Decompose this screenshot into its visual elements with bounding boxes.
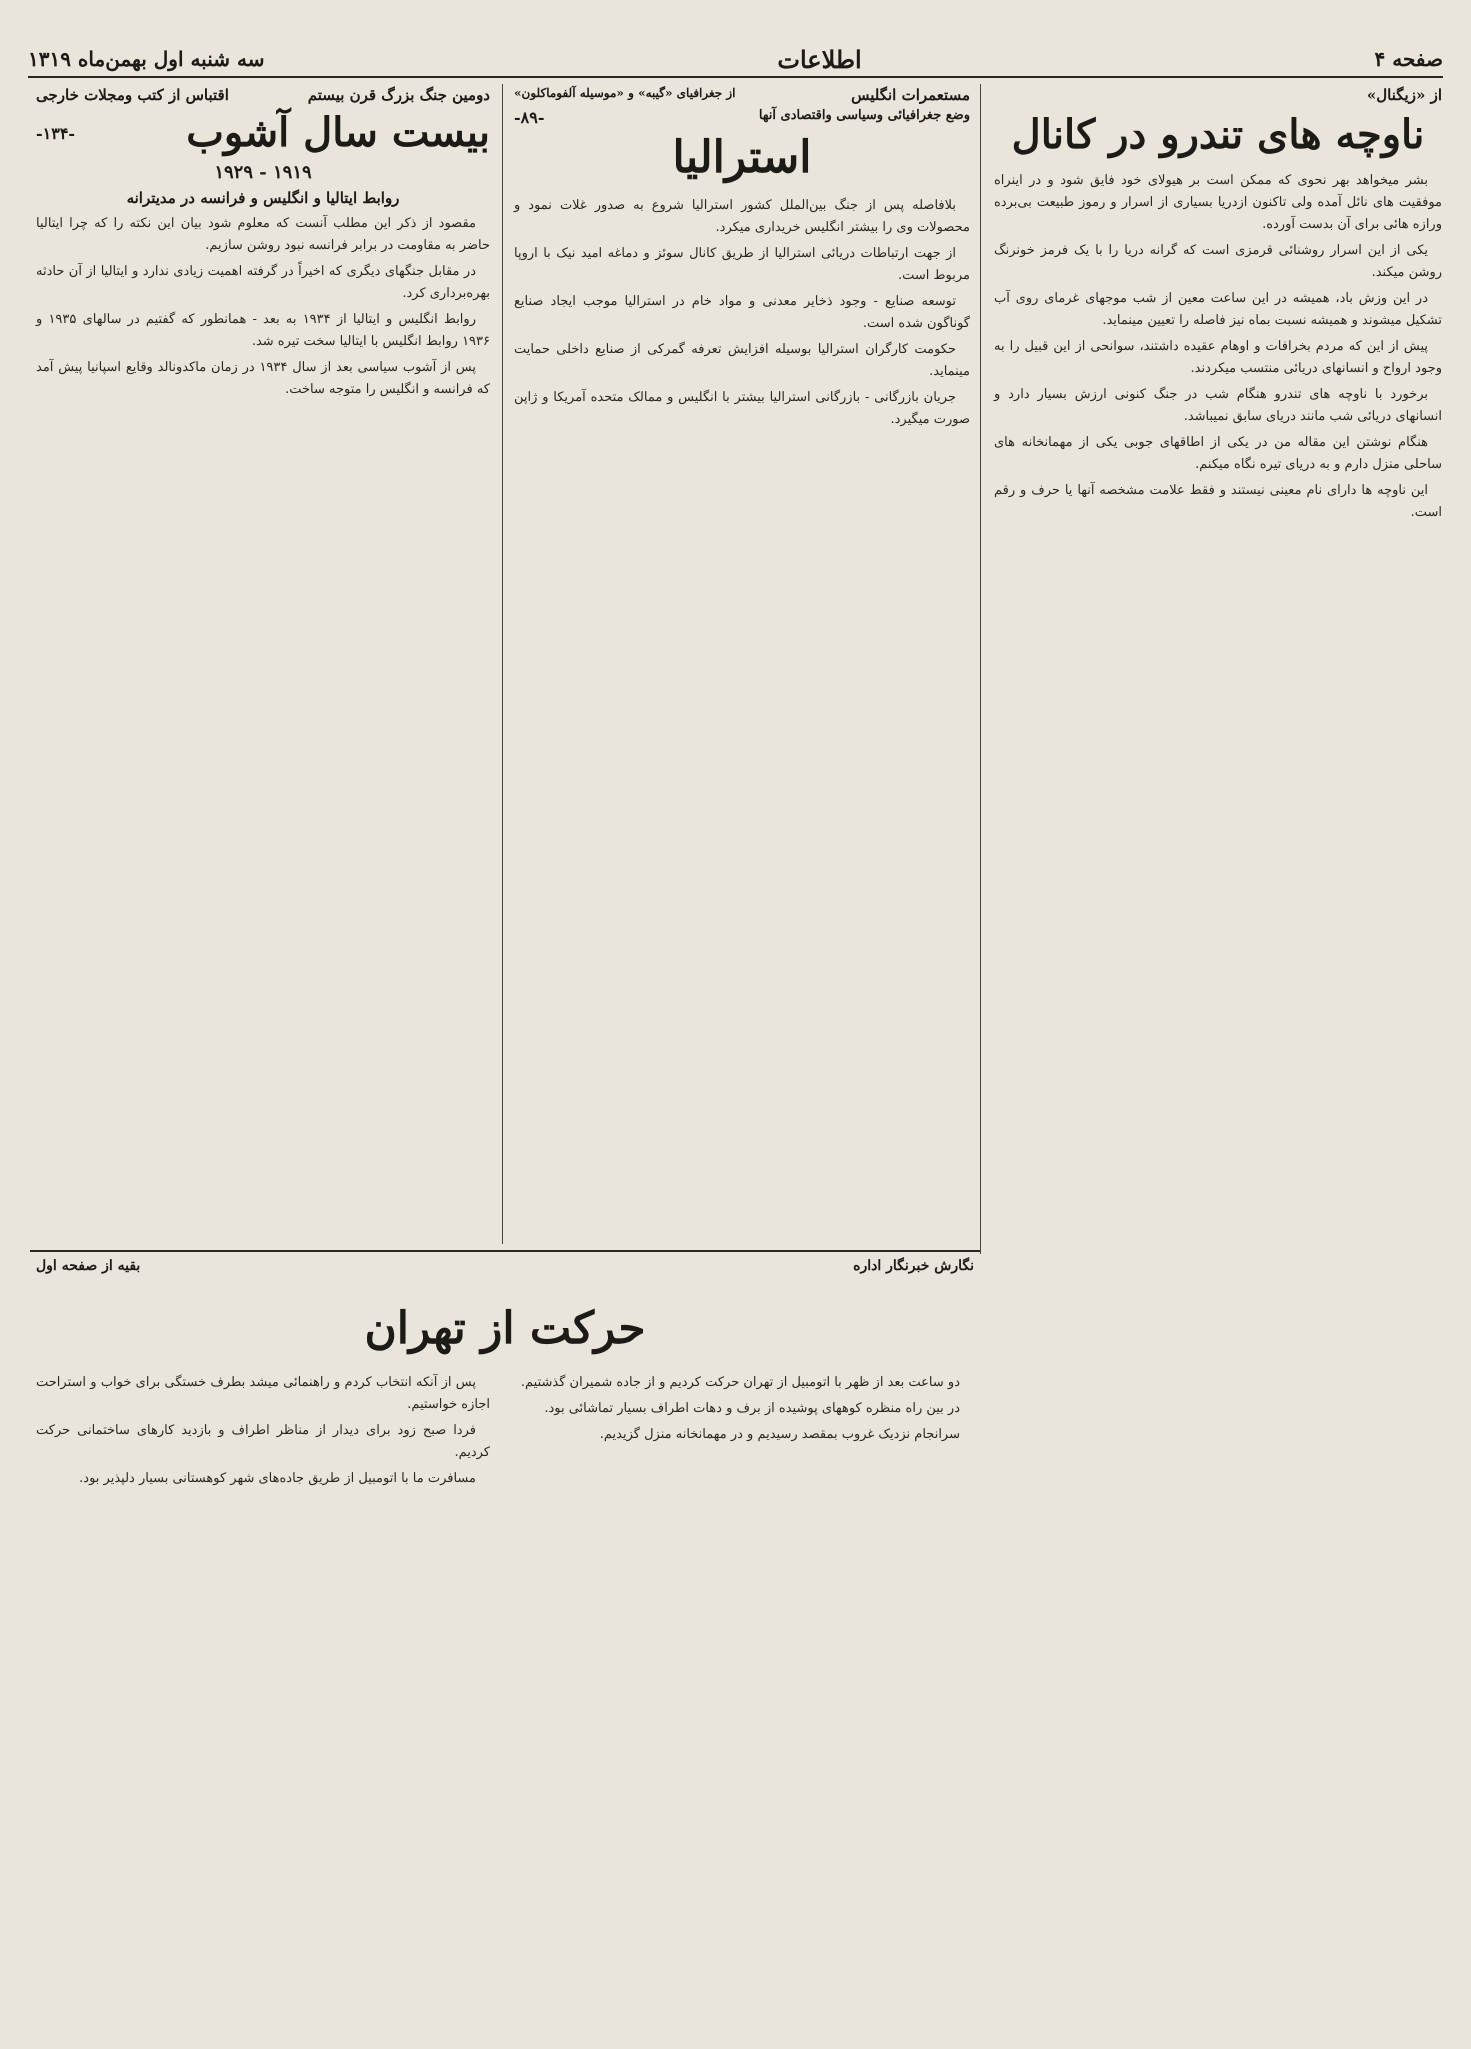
paragraph: دو ساعت بعد از ظهر با اتومبیل از تهران حرکت کردیم و از جاده شمیران گذشتیم. — [520, 1375, 960, 1391]
article-subhead-row — [508, 108, 976, 127]
newspaper-name: اطلاعات — [777, 44, 862, 74]
paragraph: در بین راه منظره کوههای پوشیده از برف و دهات اطراف بسیار تماشائی بود. — [544, 1401, 960, 1417]
series-title: مستعمرات انگلیس — [851, 86, 970, 104]
article-body — [988, 170, 1448, 524]
column-divider — [980, 84, 981, 1254]
paragraph: هنگام نوشتن این مقاله من در یکی از اطاقهای جوبی یکی از مهمانخانه های ساحلی منزل دارم و به دریای تیره نگاه میکنم. — [994, 435, 1442, 472]
article-body — [508, 195, 976, 431]
article-departure-from-tehran — [30, 1256, 980, 2036]
article-header-row — [514, 86, 970, 104]
section-divider — [30, 1250, 980, 1252]
paragraph: در این وزش باد، همیشه در این ساعت معین از شب موجهای غرمای روی آب تشکیل میشوند و همیشه نسبت بماه نیز فاصله را تعیین مینماید. — [994, 291, 1442, 328]
article-header-row — [30, 1256, 980, 1276]
paragraph: مقصود از ذکر این مطلب آنست که معلوم شود بیان این نکته را که چرا ایتالیا حاضر به مقاومت در برابر فرانسه نبود روشن سازیم. — [36, 216, 490, 253]
paragraph: در مقابل جنگهای دیگری که اخیراً در گرفته اهمیت زیادی ندارد و ایتالیا از آن حادثه بهره‌برداری کرد. — [36, 264, 490, 301]
continued-note: بقیه از صفحه اول — [36, 1258, 141, 1274]
article-body-left — [30, 1372, 496, 1494]
paragraph: پس از آشوب سیاسی بعد از سال ۱۹۳۴ در زمان ماکدونالد وقایع اسپانیا پیش آمد که فرانسه و انگلیس را متوجه ساخت. — [36, 360, 490, 397]
serial-number: -۱۳۴- — [36, 123, 76, 143]
article-twenty-years-turmoil — [30, 84, 496, 1244]
page-label: صفحه ۴ — [1374, 47, 1443, 71]
article-australia — [508, 84, 976, 1244]
paragraph: توسعه صنایع - وجود ذخایر معدنی و مواد خام در استرالیا موجب ایجاد صنایع گوناگون شده است. — [514, 294, 970, 332]
paragraph: سرانجام نزدیک غروب بمقصد رسیدیم و در مهمانخانه منزل گزیدیم. — [599, 1427, 960, 1443]
article-motor-torpedo-boats — [988, 84, 1448, 2034]
issue-date: سه شنبه اول بهمن‌ماه ۱۳۱۹ — [28, 47, 265, 71]
article-years: ۱۹۱۹ - ۱۹۲۹ — [214, 162, 312, 183]
headline-row — [30, 108, 496, 158]
article-body-right — [514, 1372, 980, 1494]
article-headline: بیست سال آشوب — [186, 109, 490, 156]
article-headline: ناوچه های تندرو در کانال — [1011, 111, 1425, 158]
paragraph: از جهت ارتباطات دریائی استرالیا از طریق کانال سوئز و دماغه امید نیک با اروپا مربوط است. — [514, 246, 970, 284]
masthead — [28, 42, 1443, 78]
paragraph: پس از آنکه انتخاب کردم و راهنمائی میشد بطرف خستگی برای خواب و استراحت اجازه خواستیم. — [36, 1375, 490, 1413]
article-header-row — [36, 86, 490, 104]
paragraph: فردا صبح زود برای دیدار از مناظر اطراف و بازدید کارهای ساختمانی حرکت کردیم. — [36, 1423, 490, 1461]
article-source: از «زیگنال» — [1366, 86, 1442, 104]
paragraph: جریان بازرگانی - بازرگانی استرالیا بیشتر با انگلیس و ممالک متحده آمریکا و ژاپن صورت میگیرد. — [514, 390, 970, 428]
series-title: دومین جنگ بزرگ قرن بیستم — [307, 86, 490, 104]
paragraph: بلافاصله پس از جنگ بین‌الملل کشور استرالیا شروع به صدور غلات نمود و محصولات وی را بیشتر انگلیس خریداری میکرد. — [514, 198, 970, 236]
article-body — [30, 213, 496, 401]
paragraph: بشر میخواهد بهر نحوی که ممکن است بر هیولای خود فایق شود و در اینراه موفقیت های نائل آمده ولی تاکنون ازدریا بسیاری از اسرار و رموز طبیعت بی‌برده ورازه هائی برای آن بدست آورده. — [994, 173, 1442, 232]
article-source: از جغرافیای «گیبه» و «موسیله آلفوماکلون» — [514, 86, 736, 100]
serial-number: -۸۹- — [514, 108, 545, 127]
column-divider — [502, 84, 503, 1244]
paragraph: حکومت کارگران استرالیا بوسیله افزایش تعرفه گمرکی از صنایع داخلی حمایت مینماید. — [514, 342, 970, 380]
paragraph: پیش از این که مردم بخرافات و اوهام عقیده داشتند، سوانحی از این قبیل را به وجود ارواح و انسانهای دریائی منتسب میکردند. — [994, 339, 1442, 376]
article-headline: حرکت از تهران — [364, 1303, 646, 1354]
article-byline: نگارش خبرنگار اداره — [853, 1258, 974, 1274]
paragraph: مسافرت ما با اتومبیل از طریق جاده‌های شهر کوهستانی بسیار دلپذیر بود. — [79, 1471, 476, 1487]
article-headline: استرالیا — [672, 132, 812, 183]
paragraph: این ناوچه ها دارای نام معینی نیستند و فقط علامت مشخصه آنها یا حرف و رقم است. — [994, 483, 1442, 520]
paragraph: برخورد با ناوچه های تندرو هنگام شب در جنگ کنونی ارزش بسیار دارد و انسانهای دریائی شب مانند دریای سابق نمیباشد. — [994, 387, 1442, 424]
section-label: اقتباس از کتب ومجلات خارجی — [36, 86, 229, 104]
article-subhead: وضع جغرافیائی وسیاسی واقتصادی آنها — [758, 108, 970, 123]
article-body-columns — [30, 1372, 980, 1494]
paragraph: یکی از این اسرار روشنائی قرمزی است که گرانه دریا را با یک فرمز خونرنگ روشن میکند. — [994, 243, 1442, 280]
article-subhead: روابط ایتالیا و انگلیس و فرانسه در مدیترانه — [126, 189, 400, 207]
paragraph: روابط انگلیس و ایتالیا از ۱۹۳۴ به بعد - همانطور که گفتیم در سالهای ۱۹۳۵ و ۱۹۳۶ روابط انگلیس با ایتالیا سخت تیره شد. — [36, 312, 490, 349]
